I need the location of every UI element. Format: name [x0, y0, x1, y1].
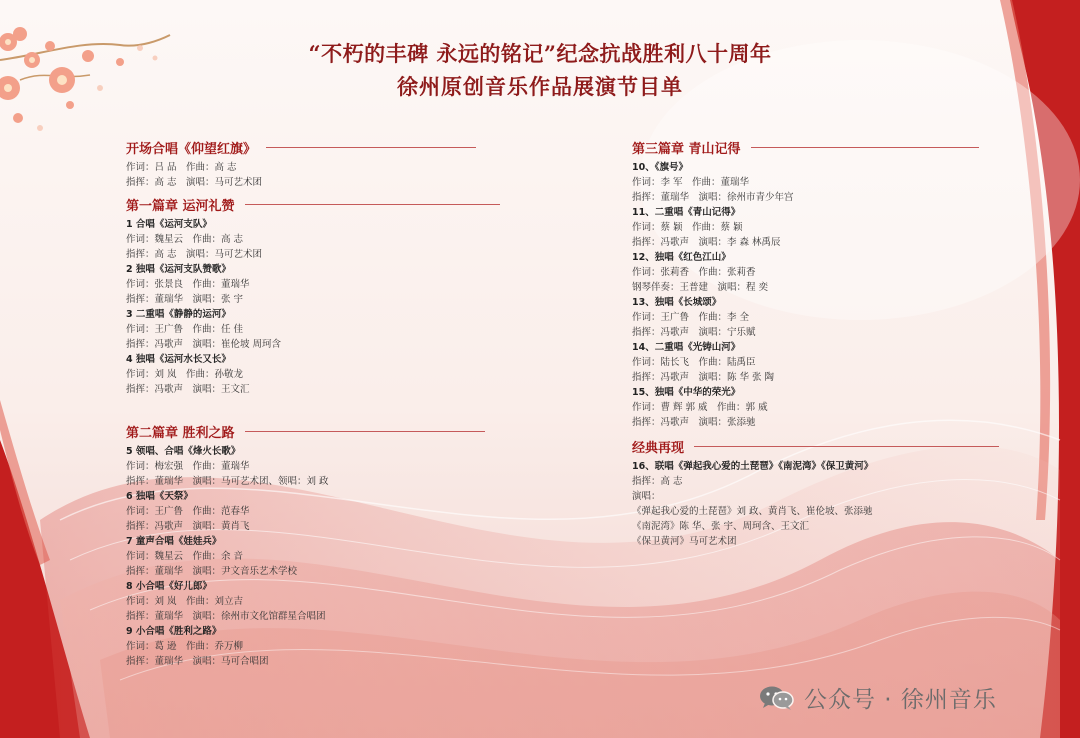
credit-line: 作词：梅宏强 作曲：董瑞华: [126, 461, 250, 472]
credit-line: 作词：张莉香 作曲：张莉香: [632, 267, 756, 278]
section-title: 开场合唱《仰望红旗》: [126, 141, 257, 157]
program-column-left: [126, 135, 526, 669]
credit-line: 指挥：董瑞华 演唱：尹文音乐艺术学校: [126, 566, 298, 577]
piece-title: 4 独唱《运河水长又长》: [126, 354, 231, 365]
heading-rule: [751, 147, 979, 148]
credit-line: 作词：蔡 颖 作曲：蔡 颖: [632, 222, 743, 233]
piece-title: 15、独唱《中华的荣光》: [632, 387, 741, 398]
piece-title: 11、二重唱《青山记得》: [632, 207, 741, 218]
piece-title: 5 领唱、合唱《烽火长歌》: [126, 446, 241, 457]
section-title: 经典再现: [632, 440, 685, 456]
credit-line: 《保卫黄河》马可艺术团: [632, 536, 737, 547]
section-heading-chapter2: [126, 421, 526, 441]
piece-title: 9 小合唱《胜利之路》: [126, 626, 222, 637]
credit-line: 作词：刘 岚 作曲：孙敬龙: [126, 369, 244, 380]
heading-rule: [266, 147, 476, 148]
program-title-line1: “不朽的丰碑 永远的铭记”纪念抗战胜利八十周年: [308, 41, 772, 66]
section-heading-chapter3: [632, 137, 1032, 157]
section-heading-chapter1: [126, 194, 526, 214]
wechat-icon: [758, 685, 796, 711]
credit-line: 作词：魏星云 作曲：余 音: [126, 551, 244, 562]
section-heading-classics: [632, 436, 1032, 456]
credit-line: 作词：葛 逊 作曲：乔万柳: [126, 641, 244, 652]
section-title: 第二篇章 胜利之路: [126, 425, 235, 441]
heading-rule: [694, 446, 999, 447]
credit-line: 指挥：高 志 演唱：马可艺术团: [126, 249, 263, 260]
piece-title: 13、独唱《长城颂》: [632, 297, 722, 308]
credit-line: 作词：李 军 作曲：董瑞华: [632, 177, 750, 188]
credit-line: 指挥：冯歌声 演唱：陈 华 张 陶: [632, 372, 775, 383]
credit-line: 指挥：冯歌声 演唱：宁乐赋: [632, 327, 756, 338]
credit-line: 作词：张景良 作曲：董瑞华: [126, 279, 250, 290]
piece-title: 10、《旗号》: [632, 162, 688, 173]
credit-line: 《南泥湾》陈 华、张 宇、周珂含、王文汇: [632, 521, 810, 532]
credit-line: 指挥：董瑞华 演唱：马可艺术团、领唱：刘 政: [126, 476, 329, 487]
piece-title: 16、联唱《弹起我心爱的土琵琶》《南泥湾》《保卫黄河》: [632, 461, 874, 472]
heading-rule: [245, 204, 500, 205]
credit-line: 作词：王广鲁 作曲：范春华: [126, 506, 250, 517]
credit-line: 钢琴伴奏：王普建 演唱：程 奕: [632, 282, 769, 293]
credit-line: 作词：吕 品 作曲：高 志: [126, 162, 237, 173]
credit-line: 指挥：冯歌声 演唱：李 森 林禹辰: [632, 237, 781, 248]
credit-line: 作词：魏星云 作曲：高 志: [126, 234, 244, 245]
heading-rule: [245, 431, 485, 432]
credit-line: 指挥：高 志 演唱：马可艺术团: [126, 177, 263, 188]
wechat-account-watermark: [758, 681, 997, 714]
program-title-line2: 徐州原创音乐作品展演节目单: [397, 74, 683, 99]
credit-line: 指挥：董瑞华 演唱：马可合唱团: [126, 656, 269, 667]
section-title: 第一篇章 运河礼赞: [126, 198, 235, 214]
credit-line: 指挥：董瑞华 演唱：徐州市文化馆群星合唱团: [126, 611, 326, 622]
program-column-right: [632, 135, 1032, 549]
piece-title: 2 独唱《运河支队赞歌》: [126, 264, 231, 275]
credit-line: 指挥：高 志: [632, 476, 683, 487]
credit-line: 指挥：董瑞华 演唱：张 宇: [126, 294, 244, 305]
credit-line: 演唱：: [632, 491, 661, 502]
piece-title: 3 二重唱《静静的运河》: [126, 309, 231, 320]
section-heading-opening: [126, 137, 526, 157]
credit-line: 作词：王广鲁 作曲：任 佳: [126, 324, 244, 335]
watermark-text: 公众号 · 徐州音乐: [804, 687, 997, 713]
credit-line: 作词：陆长飞 作曲：陆禹臣: [632, 357, 756, 368]
piece-title: 1 合唱《运河支队》: [126, 219, 212, 230]
credit-line: 指挥：冯歌声 演唱：崔伦坡 周珂含: [126, 339, 282, 350]
credit-line: 指挥：冯歌声 演唱：王文汇: [126, 384, 250, 395]
credit-line: 《弹起我心爱的土琵琶》刘 政、黄肖飞、崔伦坡、张添驰: [632, 506, 873, 517]
credit-line: 作词：王广鲁 作曲：李 全: [632, 312, 750, 323]
section-title: 第三篇章 青山记得: [632, 141, 741, 157]
credit-line: 指挥：董瑞华 演唱：徐州市青少年宫: [632, 192, 794, 203]
credit-line: 作词：曹 辉 郭 威 作曲：郭 威: [632, 402, 768, 413]
credit-line: 指挥：冯歌声 演唱：黄肖飞: [126, 521, 250, 532]
credit-line: 指挥：冯歌声 演唱：张添驰: [632, 417, 756, 428]
piece-title: 12、独唱《红色江山》: [632, 252, 731, 263]
piece-title: 8 小合唱《好儿郎》: [126, 581, 212, 592]
piece-title: 6 独唱《天祭》: [126, 491, 193, 502]
piece-title: 7 童声合唱《娃娃兵》: [126, 536, 222, 547]
piece-title: 14、二重唱《光铸山河》: [632, 342, 741, 353]
credit-line: 作词：刘 岚 作曲：刘立吉: [126, 596, 244, 607]
